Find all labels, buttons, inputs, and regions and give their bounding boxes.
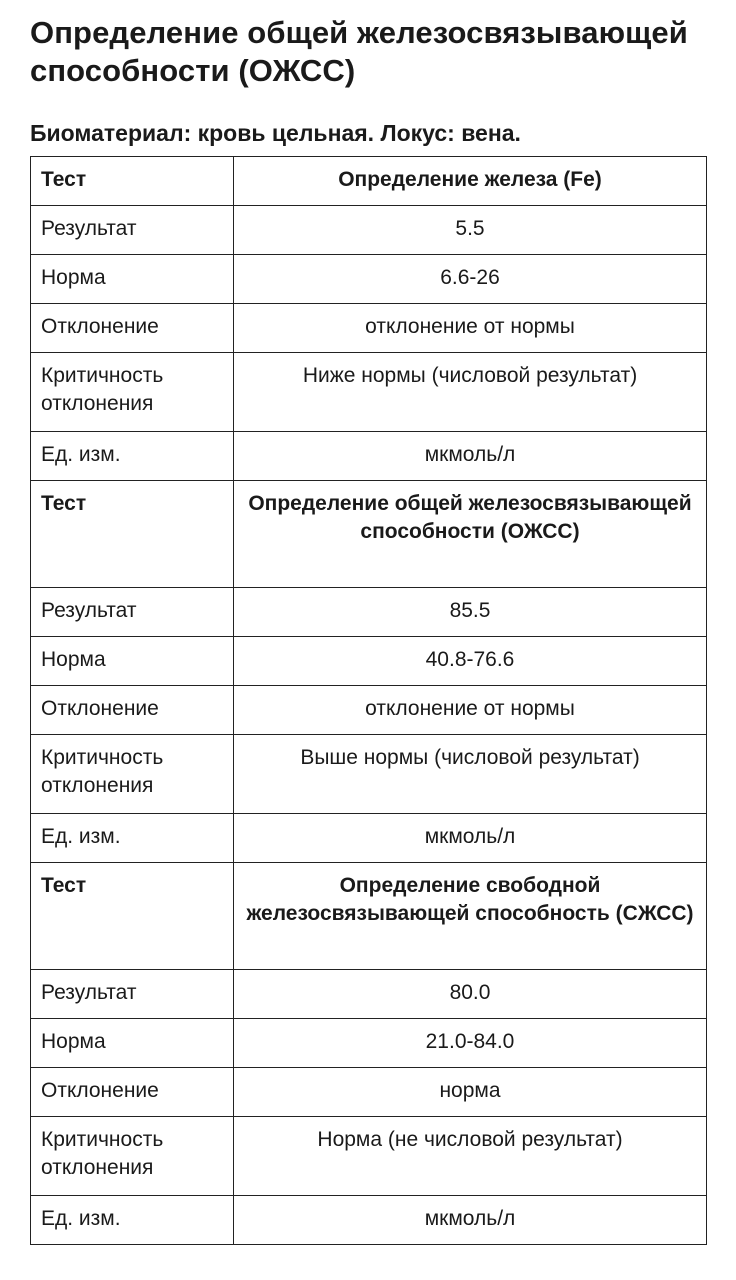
test-header-row xyxy=(31,863,707,970)
norm-label: Норма xyxy=(31,637,234,686)
norm-row xyxy=(31,255,707,304)
deviation-label: Отклонение xyxy=(31,304,234,353)
test-header-row xyxy=(31,481,707,588)
result-value: 5.5 xyxy=(234,206,707,255)
result-label: Результат xyxy=(31,588,234,637)
result-row xyxy=(31,206,707,255)
criticality-value: Выше нормы (числовой результат) xyxy=(234,735,707,814)
criticality-row xyxy=(31,353,707,432)
unit-value: мкмоль/л xyxy=(234,814,707,863)
unit-row xyxy=(31,814,707,863)
norm-value: 40.8-76.6 xyxy=(234,637,707,686)
deviation-label: Отклонение xyxy=(31,1068,234,1117)
test-label: Тест xyxy=(31,157,234,206)
criticality-value: Ниже нормы (числовой результат) xyxy=(234,353,707,432)
norm-value: 6.6-26 xyxy=(234,255,707,304)
result-row xyxy=(31,588,707,637)
unit-value: мкмоль/л xyxy=(234,432,707,481)
result-value: 85.5 xyxy=(234,588,707,637)
criticality-value: Норма (не числовой результат) xyxy=(234,1117,707,1196)
result-value: 80.0 xyxy=(234,970,707,1019)
criticality-row xyxy=(31,1117,707,1196)
results-table xyxy=(30,156,707,1245)
deviation-value: отклонение от нормы xyxy=(234,304,707,353)
unit-label: Ед. изм. xyxy=(31,432,234,481)
result-row xyxy=(31,970,707,1019)
deviation-row xyxy=(31,304,707,353)
norm-label: Норма xyxy=(31,255,234,304)
deviation-label: Отклонение xyxy=(31,686,234,735)
test-label: Тест xyxy=(31,481,234,588)
test-header-row xyxy=(31,157,707,206)
biomaterial-info: Биоматериал: кровь цельная. Локус: вена. xyxy=(30,120,521,146)
criticality-row xyxy=(31,735,707,814)
unit-row xyxy=(31,1196,707,1245)
criticality-label: Критичность отклонения xyxy=(31,735,234,814)
test-name: Определение общей железосвязывающей способности (ОЖСС) xyxy=(234,481,707,588)
norm-row xyxy=(31,1019,707,1068)
test-label: Тест xyxy=(31,863,234,970)
norm-value: 21.0-84.0 xyxy=(234,1019,707,1068)
norm-row xyxy=(31,637,707,686)
unit-value: мкмоль/л xyxy=(234,1196,707,1245)
page-title: Определение общей железосвязывающей способности (ОЖСС) xyxy=(30,15,688,88)
result-label: Результат xyxy=(31,206,234,255)
unit-label: Ед. изм. xyxy=(31,1196,234,1245)
deviation-row xyxy=(31,686,707,735)
deviation-value: норма xyxy=(234,1068,707,1117)
norm-label: Норма xyxy=(31,1019,234,1068)
unit-label: Ед. изм. xyxy=(31,814,234,863)
criticality-label: Критичность отклонения xyxy=(31,1117,234,1196)
result-label: Результат xyxy=(31,970,234,1019)
deviation-row xyxy=(31,1068,707,1117)
criticality-label: Критичность отклонения xyxy=(31,353,234,432)
test-name: Определение свободной железосвязывающей способность (СЖСС) xyxy=(234,863,707,970)
unit-row xyxy=(31,432,707,481)
test-name: Определение железа (Fe) xyxy=(234,157,707,206)
deviation-value: отклонение от нормы xyxy=(234,686,707,735)
document-page xyxy=(30,14,706,1245)
